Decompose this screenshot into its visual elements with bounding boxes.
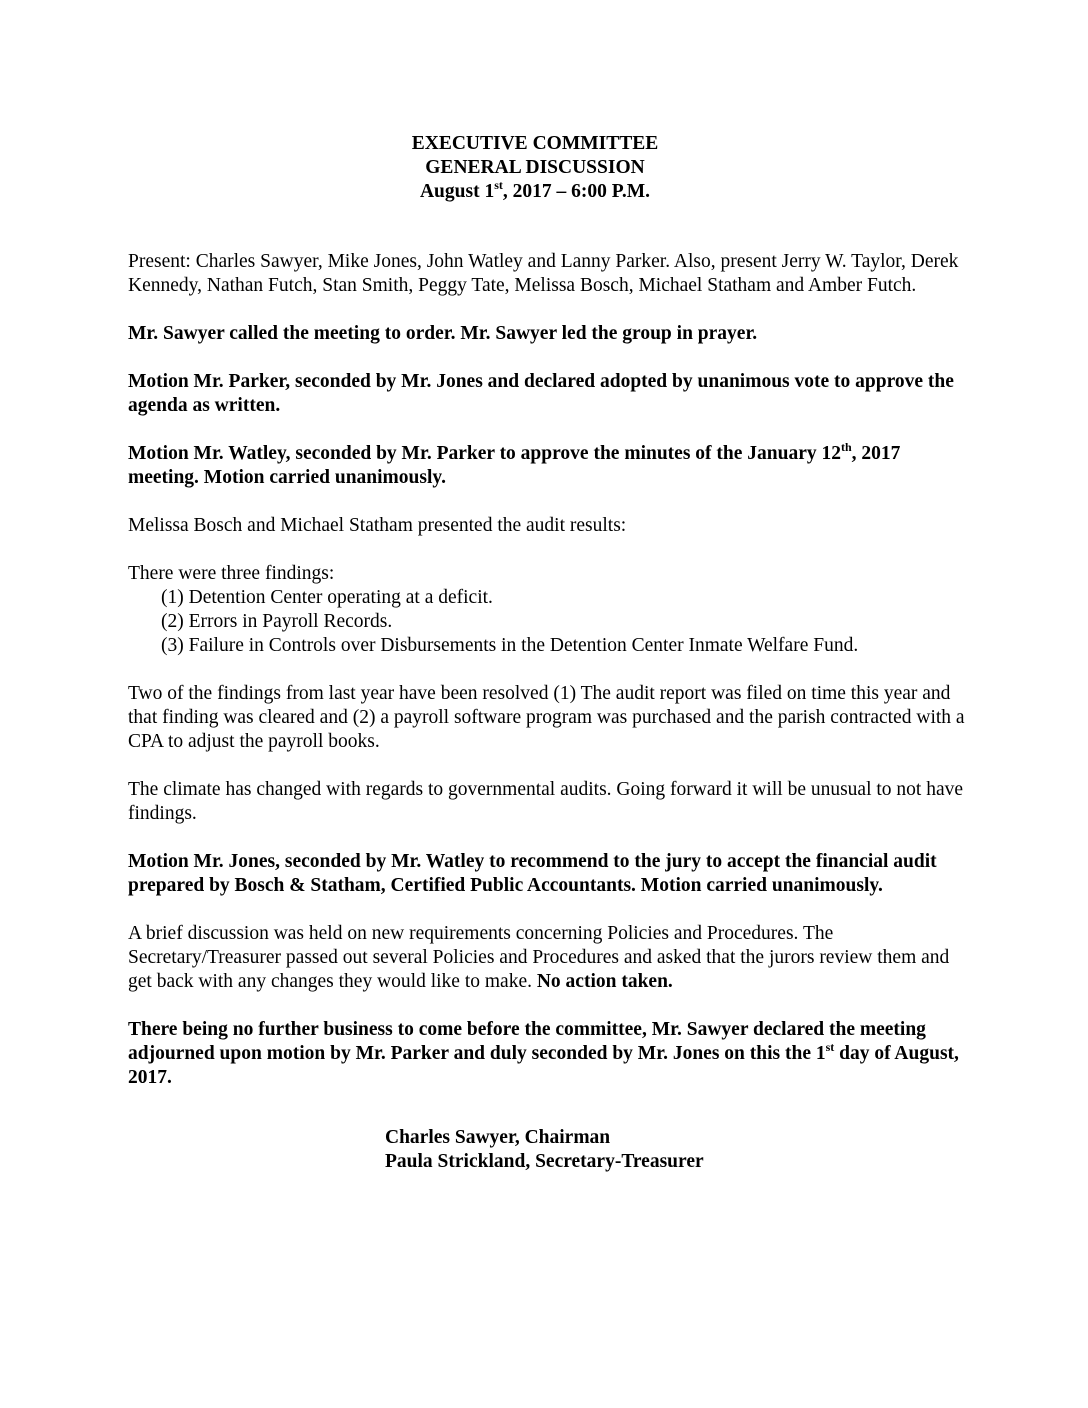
header-date-suffix: st (494, 177, 503, 192)
resolved-paragraph: Two of the findings from last year have been resolved (1) The audit report was filed on time this year and that finding was cleared and (2) a payroll software program was purchased and the parish contracted with a CPA to adjust the payroll books. (128, 683, 965, 752)
motion-audit-paragraph: Motion Mr. Jones, seconded by Mr. Watley to recommend to the jury to accept the financial audit prepared by Bosch & Statham, Certified Public Accountants. Motion carried unanimously. (128, 851, 937, 896)
header-title: EXECUTIVE COMMITTEE (411, 133, 659, 154)
audit-intro-paragraph: Melissa Bosch and Michael Statham presented the audit results: (128, 515, 627, 536)
findings-list (128, 586, 968, 658)
findings-intro: There were three findings: (128, 563, 335, 584)
finding-item: (1) Detention Center operating at a deficit. (161, 587, 493, 608)
motion-minutes-suffix: th (841, 439, 852, 454)
adjourn-paragraph (128, 1018, 968, 1090)
document-page (128, 132, 968, 1174)
header-subtitle: GENERAL DISCUSSION (425, 157, 645, 178)
header-date (102, 177, 968, 204)
finding-item: (2) Errors in Payroll Records. (161, 611, 393, 632)
call-to-order-paragraph: Mr. Sawyer called the meeting to order. Mr. Sawyer led the group in prayer. (128, 323, 758, 344)
motion-minutes-text-end: , 2017 meeting. Motion carried unanimously. (128, 443, 901, 488)
present-paragraph: Present: Charles Sawyer, Mike Jones, John Watley and Lanny Parker. Also, present Jerry W. Taylor, Derek Kennedy, Nathan Futch, Stan Smith, Peggy Tate, Melissa Bosch, Michael Statham and Amber Futch. (128, 251, 959, 296)
motion-minutes-paragraph (128, 439, 968, 490)
adjourn-text: There being no further business to come before the committee, Mr. Sawyer declared the meeting adjourned upon motion by Mr. Parker and duly seconded by Mr. Jones on this the 1 (128, 1019, 926, 1064)
policies-text: A brief discussion was held on new requirements concerning Policies and Procedures. The Secretary/Treasurer passed out several Policies and Procedures and asked that the jurors review them and get back with any changes they would like to make. (128, 923, 950, 992)
climate-paragraph: The climate has changed with regards to governmental audits. Going forward it will be unusual to not have findings. (128, 779, 964, 824)
policies-action: No action taken. (536, 971, 673, 992)
policies-paragraph (128, 922, 968, 994)
signature-block (385, 1126, 968, 1174)
secretary-signature: Paula Strickland, Secretary-Treasurer (385, 1151, 704, 1172)
document-header (102, 132, 968, 204)
header-date-main: August 1 (419, 181, 495, 202)
finding-item: (3) Failure in Controls over Disbursements in the Detention Center Inmate Welfare Fund. (161, 635, 859, 656)
adjourn-text-end: day of August, 2017. (128, 1043, 959, 1088)
header-date-time: , 2017 – 6:00 P.M. (502, 181, 651, 202)
motion-agenda-paragraph: Motion Mr. Parker, seconded by Mr. Jones and declared adopted by unanimous vote to approve the agenda as written. (128, 371, 954, 416)
adjourn-suffix: st (825, 1039, 835, 1054)
motion-minutes-text: Motion Mr. Watley, seconded by Mr. Parker to approve the minutes of the January 12 (128, 443, 841, 464)
chairman-signature: Charles Sawyer, Chairman (385, 1127, 611, 1148)
